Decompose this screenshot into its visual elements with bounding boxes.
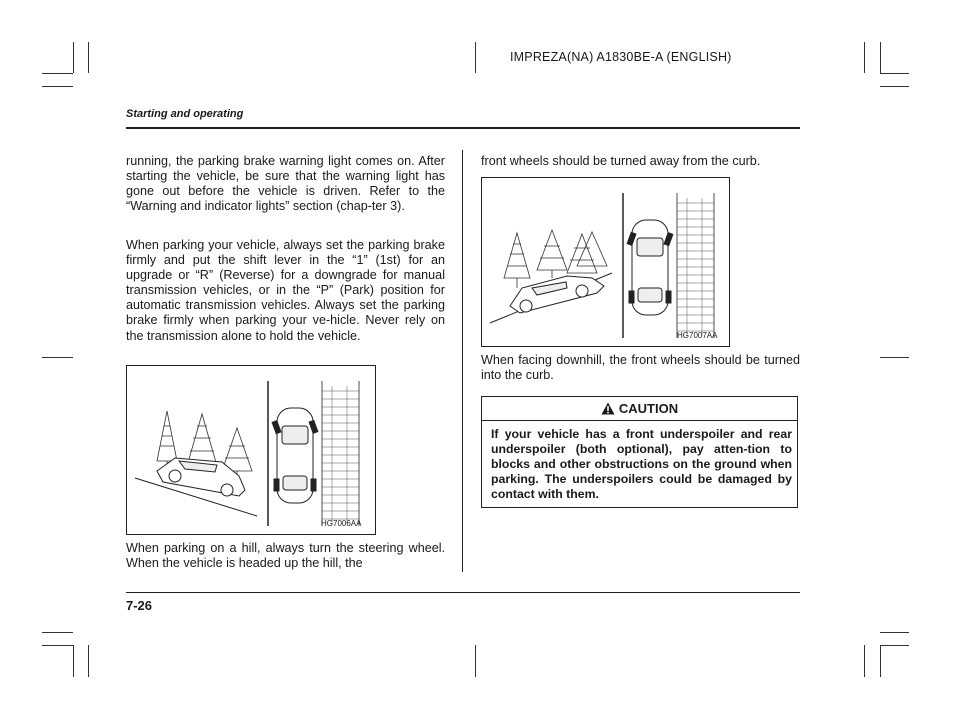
footer-rule bbox=[126, 592, 800, 593]
caution-text: If your vehicle has a front underspoiler and rear underspoiler (both optional), pay atten-tion to blocks and other obstructions on the ground when parking. The underspoilers could be damaged by contact with them. bbox=[491, 427, 792, 502]
column-divider bbox=[462, 150, 463, 572]
figure-uphill-parking bbox=[126, 365, 376, 535]
uphill-parking-illustration bbox=[127, 366, 375, 534]
caution-heading bbox=[482, 397, 797, 421]
figure-downhill-parking bbox=[481, 177, 730, 347]
page-number: 7-26 bbox=[126, 598, 153, 613]
downhill-parking-illustration bbox=[482, 178, 729, 346]
caution-box bbox=[481, 396, 798, 508]
section-title: Starting and operating bbox=[126, 108, 244, 120]
left-paragraph-1: running, the parking brake warning light comes on. After starting the vehicle, be sure that the warning light has gone out before the vehicle is driven. Refer to the “Warning and indicator lights” section (chap-ter 3). bbox=[126, 154, 445, 214]
caution-heading-text: CAUTION bbox=[618, 401, 679, 416]
figure-label: HG7006AA bbox=[321, 519, 362, 528]
figure-label: HG7007AA bbox=[677, 331, 718, 340]
right-paragraph-1: front wheels should be turned away from the curb. bbox=[481, 154, 761, 168]
left-paragraph-3: When parking on a hill, always turn the steering wheel. When the vehicle is headed up the hill, the bbox=[126, 541, 445, 571]
right-paragraph-2: When facing downhill, the front wheels should be turned into the curb. bbox=[481, 353, 800, 383]
document-id: IMPREZA(NA) A1830BE-A (ENGLISH) bbox=[510, 50, 732, 64]
header-rule bbox=[126, 127, 800, 129]
warning-triangle-icon bbox=[601, 402, 615, 415]
left-paragraph-2: When parking your vehicle, always set the parking brake firmly and put the shift lever in the “1” (1st) for an upgrade or “R” (Reverse) for a downgrade for manual transmission vehicles, or in the “P” (Park) position for automatic transmission vehicles. Always set the parking brake firmly when parking your ve-hicle. Never rely on the transmission alone to hold the vehicle. bbox=[126, 238, 445, 343]
